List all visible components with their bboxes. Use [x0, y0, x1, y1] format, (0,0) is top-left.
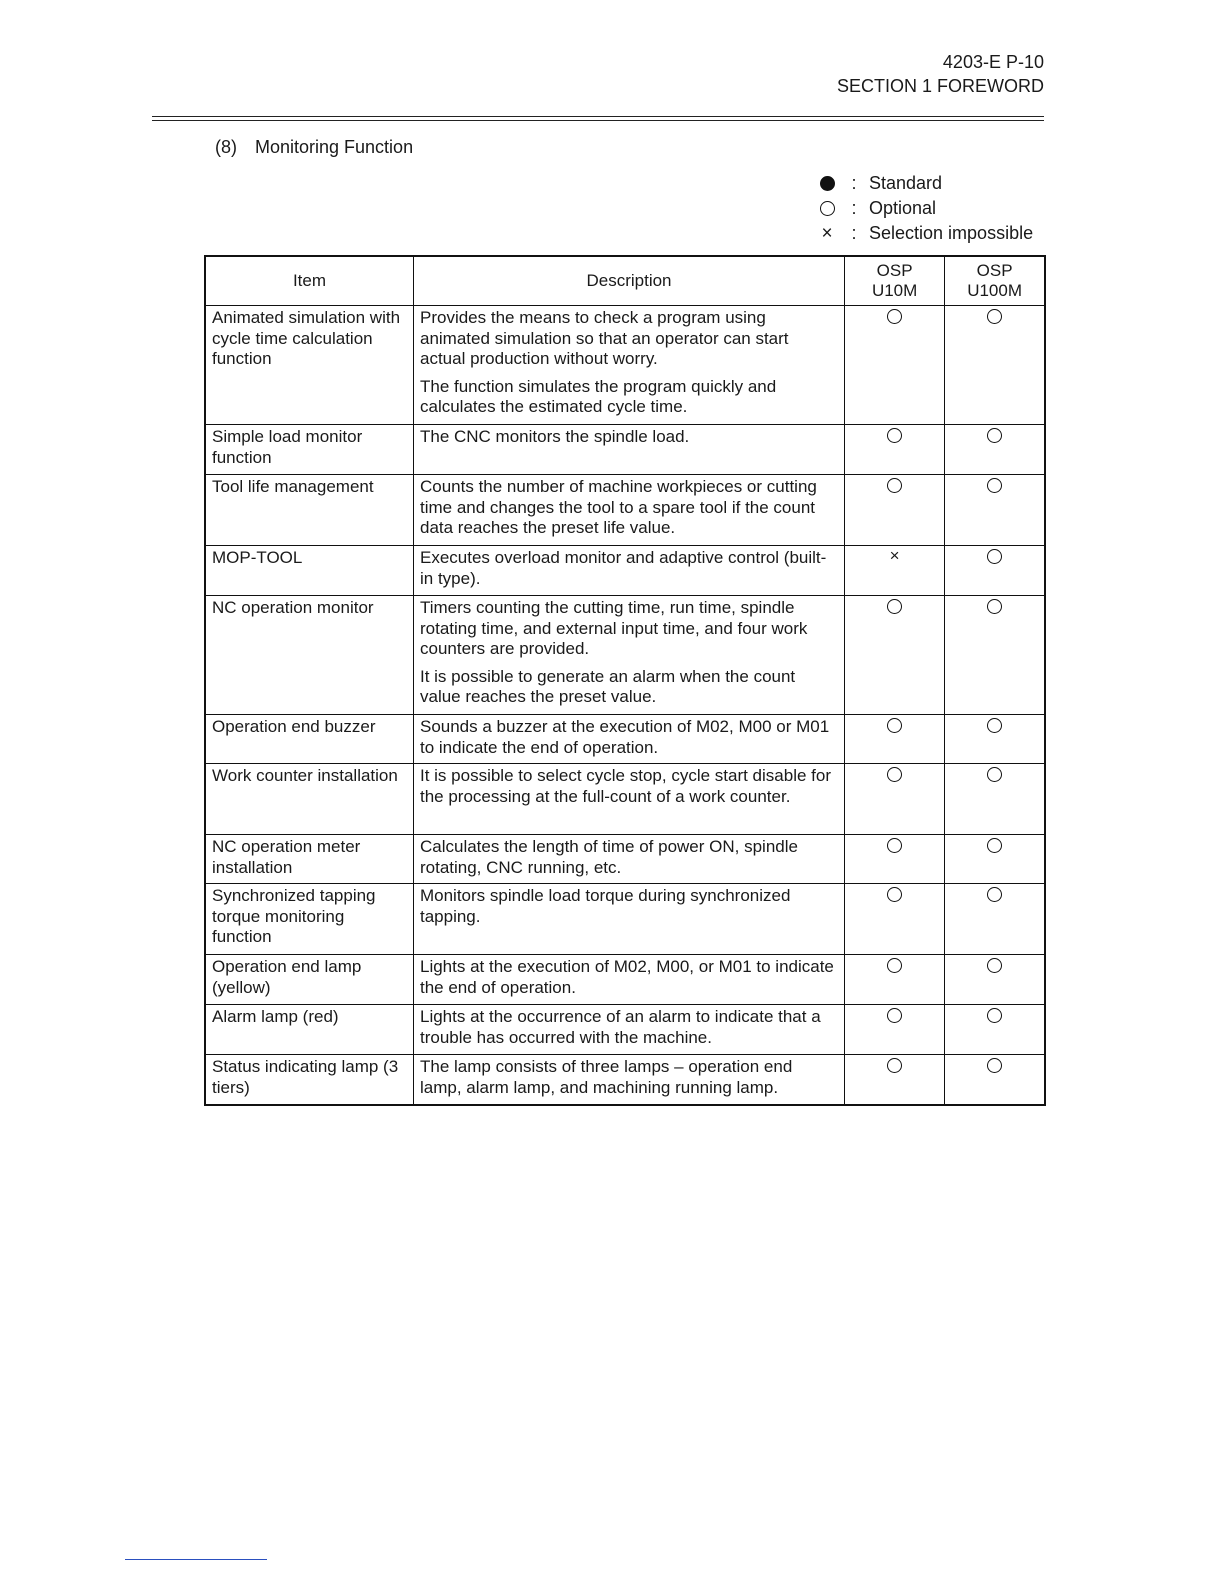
description-paragraph: The lamp consists of three lamps – operation end lamp, alarm lamp, and machining running lamp.	[419, 1057, 793, 1097]
header-rule-top	[152, 116, 1044, 117]
table-row	[205, 306, 1045, 425]
mark-cell-u10m	[845, 955, 945, 1005]
open-circle-icon	[987, 1058, 1002, 1073]
open-circle-icon	[987, 549, 1002, 564]
mark-cell-u100m	[945, 306, 1045, 425]
mark-cell-u10m	[845, 596, 945, 715]
mark-cell-u10m	[845, 475, 945, 546]
item-cell: Tool life management	[205, 475, 413, 546]
open-circle-icon	[887, 887, 902, 902]
open-circle-icon	[887, 958, 902, 973]
item-cell: Simple load monitor function	[205, 425, 413, 475]
table-row	[205, 764, 1045, 835]
mark-cell-u10m	[845, 715, 945, 764]
open-circle-icon	[987, 958, 1002, 973]
description-cell	[413, 764, 844, 835]
header-osp-u100m: OSP U100M	[945, 256, 1045, 306]
table-body	[205, 306, 1045, 1105]
table-row	[205, 596, 1045, 715]
description-paragraph: Lights at the occurrence of an alarm to indicate that a trouble has occurred with the machine.	[419, 1007, 821, 1047]
doc-number: 4203-E P-10	[942, 52, 1044, 72]
mark-cell-u10m	[845, 884, 945, 955]
open-circle-icon	[887, 1008, 902, 1023]
mark-cell-u100m	[945, 715, 1045, 764]
item-cell: Synchronized tapping torque monitoring function	[205, 884, 413, 955]
table-row	[205, 1055, 1045, 1105]
description-cell	[413, 884, 844, 955]
monitoring-function-table	[204, 255, 1046, 1106]
mark-cell-u10m	[845, 425, 945, 475]
description-cell	[413, 596, 844, 715]
description-cell	[413, 715, 844, 764]
description-cell	[413, 955, 844, 1005]
mark-cell-u100m	[945, 1055, 1045, 1105]
description-cell	[413, 475, 844, 546]
open-circle-icon	[987, 887, 1002, 902]
section-heading: SECTION 1 FOREWORD	[836, 76, 1044, 96]
table-row	[205, 835, 1045, 884]
description-cell	[413, 306, 844, 425]
description-paragraph: Calculates the length of time of power ON, spindle rotating, CNC running, etc.	[419, 837, 798, 877]
description-paragraph: Counts the number of machine workpieces or cutting time and changes the tool to a spare tool if the count data reaches the preset life value.	[419, 477, 817, 537]
legend-row-optional: : Optional	[815, 196, 1033, 221]
legend-label-optional: Optional	[869, 198, 937, 218]
cross-icon: ×	[821, 222, 833, 244]
description-cell	[413, 1005, 844, 1055]
open-circle-icon	[987, 478, 1002, 493]
legend-label-standard: Standard	[869, 173, 943, 193]
mark-cell-u100m	[945, 884, 1045, 955]
open-circle-icon	[887, 599, 902, 614]
item-cell: Status indicating lamp (3 tiers)	[205, 1055, 413, 1105]
open-circle-icon	[987, 599, 1002, 614]
header-item: Item	[205, 256, 413, 306]
mark-cell-u100m	[945, 955, 1045, 1005]
open-circle-icon	[887, 428, 902, 443]
legend-label-impossible: Selection impossible	[869, 223, 1034, 243]
item-cell: Alarm lamp (red)	[205, 1005, 413, 1055]
table-row	[205, 475, 1045, 546]
header-rule-bottom	[152, 120, 1044, 121]
item-cell: MOP-TOOL	[205, 546, 413, 596]
table-row	[205, 425, 1045, 475]
mark-cell-u100m	[945, 764, 1045, 835]
section-number: (8)	[215, 137, 237, 157]
description-cell	[413, 835, 844, 884]
open-circle-icon	[987, 1008, 1002, 1023]
description-paragraph: The CNC monitors the spindle load.	[419, 427, 690, 446]
open-circle-icon	[987, 428, 1002, 443]
legend	[815, 171, 1033, 246]
header-osp-u10m: OSP U10M	[845, 256, 945, 306]
item-cell: NC operation meter installation	[205, 835, 413, 884]
mark-cell-u100m	[945, 1005, 1045, 1055]
description-cell	[413, 425, 844, 475]
item-cell: Animated simulation with cycle time calculation function	[205, 306, 413, 425]
open-circle-icon	[987, 838, 1002, 853]
legend-row-standard: : Standard	[815, 171, 1033, 196]
table-row	[205, 884, 1045, 955]
page-header	[837, 50, 1044, 98]
description-paragraph: Sounds a buzzer at the execution of M02, M00 or M01 to indicate the end of operation.	[419, 717, 830, 757]
open-circle-icon	[887, 767, 902, 782]
description-paragraph: Executes overload monitor and adaptive control (built-in type).	[419, 548, 827, 588]
open-circle-icon	[987, 309, 1002, 324]
mark-cell-u10m	[845, 1055, 945, 1105]
open-circle-icon	[887, 838, 902, 853]
table-header-row	[205, 256, 1045, 306]
section-title	[215, 137, 413, 158]
description-paragraph: Lights at the execution of M02, M00, or M01 to indicate the end of operation.	[419, 957, 834, 997]
open-circle-icon	[820, 201, 835, 216]
description-cell	[413, 1055, 844, 1105]
description-paragraph: The function simulates the program quickly and calculates the estimated cycle time.	[419, 376, 777, 416]
table-row	[205, 955, 1045, 1005]
cross-icon: ×	[889, 546, 900, 565]
table-row	[205, 1005, 1045, 1055]
filled-circle-icon	[820, 176, 835, 191]
footnote-rule	[125, 1559, 267, 1560]
mark-cell-u10m	[845, 764, 945, 835]
description-paragraph: Timers counting the cutting time, run time, spindle rotating time, and external input time, and four work counters are provided.	[419, 598, 808, 658]
open-circle-icon	[887, 718, 902, 733]
mark-cell-u100m	[945, 835, 1045, 884]
description-paragraph: Provides the means to check a program using animated simulation so that an operator can start actual production without worry.	[419, 308, 789, 368]
mark-cell-u100m	[945, 546, 1045, 596]
open-circle-icon	[887, 1058, 902, 1073]
header-description: Description	[413, 256, 844, 306]
mark-cell-u10m	[845, 546, 945, 596]
table-row	[205, 546, 1045, 596]
item-cell: Work counter installation	[205, 764, 413, 835]
mark-cell-u10m	[845, 306, 945, 425]
description-cell	[413, 546, 844, 596]
mark-cell-u10m	[845, 1005, 945, 1055]
description-paragraph: It is possible to select cycle stop, cycle start disable for the processing at the full-count of a work counter.	[419, 766, 831, 806]
section-title-text: Monitoring Function	[255, 137, 414, 157]
item-cell: Operation end buzzer	[205, 715, 413, 764]
table-row	[205, 715, 1045, 764]
description-paragraph: Monitors spindle load torque during synchronized tapping.	[419, 886, 791, 926]
open-circle-icon	[987, 767, 1002, 782]
open-circle-icon	[887, 309, 902, 324]
mark-cell-u100m	[945, 596, 1045, 715]
item-cell: NC operation monitor	[205, 596, 413, 715]
item-cell: Operation end lamp (yellow)	[205, 955, 413, 1005]
description-paragraph: It is possible to generate an alarm when the count value reaches the preset value.	[419, 666, 796, 706]
mark-cell-u100m	[945, 425, 1045, 475]
open-circle-icon	[987, 718, 1002, 733]
mark-cell-u100m	[945, 475, 1045, 546]
mark-cell-u10m	[845, 835, 945, 884]
open-circle-icon	[887, 478, 902, 493]
legend-row-impossible: × : Selection impossible	[821, 222, 1034, 244]
